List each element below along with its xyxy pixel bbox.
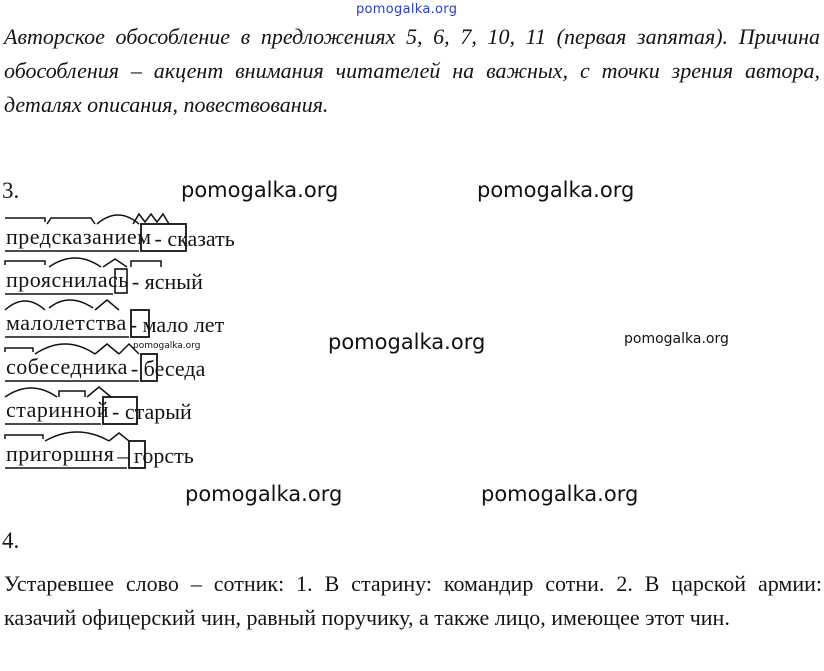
morpheme-marks bbox=[3, 208, 189, 254]
related-word: - беседа bbox=[130, 356, 206, 381]
related-word: - мало лет bbox=[129, 312, 225, 337]
watermark-top: pomogalka.org bbox=[356, 2, 458, 17]
morpheme-marks bbox=[3, 251, 169, 297]
word-row bbox=[6, 346, 205, 382]
word-analysis: предсказанием bbox=[6, 224, 152, 252]
watermark: pomogalka.org bbox=[185, 482, 343, 506]
word-analysis: прояснилась bbox=[6, 267, 129, 295]
watermark: pomogalka.org bbox=[477, 178, 635, 202]
word-analysis: пригоршня bbox=[6, 441, 114, 469]
morpheme-marks bbox=[3, 338, 161, 384]
word-row bbox=[6, 216, 235, 252]
section-3-number: 3. bbox=[2, 178, 20, 203]
paragraph-obsolete-word: Устаревшее слово – сотник: 1. В старину: командир сотни. 2. В царской армии: казачий офицерский чин, равный поручику, а также лицо, имеющее этот чин. bbox=[4, 571, 822, 630]
word-row bbox=[6, 389, 192, 425]
word-row bbox=[6, 302, 224, 338]
related-word: - старый bbox=[112, 399, 192, 424]
morpheme-marks bbox=[3, 381, 143, 427]
watermark: pomogalka.org bbox=[481, 482, 639, 506]
morpheme-marks bbox=[3, 294, 153, 340]
watermark: pomogalka.org bbox=[133, 341, 201, 351]
watermark: pomogalka.org bbox=[181, 178, 339, 202]
word-analysis: старинной bbox=[6, 397, 109, 425]
word-analysis: малолетства bbox=[6, 310, 127, 338]
section-4-number: 4. bbox=[2, 528, 20, 553]
watermark: pomogalka.org bbox=[328, 330, 486, 354]
related-word: - ясный bbox=[131, 269, 203, 294]
word-row bbox=[6, 259, 203, 295]
paragraph-authorial-isolation: Авторское обособление в предложениях 5, 6, 7, 10, 11 (первая запятая). Причина обособления – акцент внимания читателей на важных, с точки зрения автора, деталях описания, повествования. bbox=[4, 24, 820, 117]
word-analysis: собеседника bbox=[6, 354, 128, 382]
watermark: pomogalka.org bbox=[624, 331, 729, 347]
word-row bbox=[6, 433, 194, 469]
morpheme-marks bbox=[3, 425, 149, 471]
related-word: - сказать bbox=[154, 226, 235, 251]
related-word: – горсть bbox=[117, 443, 194, 468]
